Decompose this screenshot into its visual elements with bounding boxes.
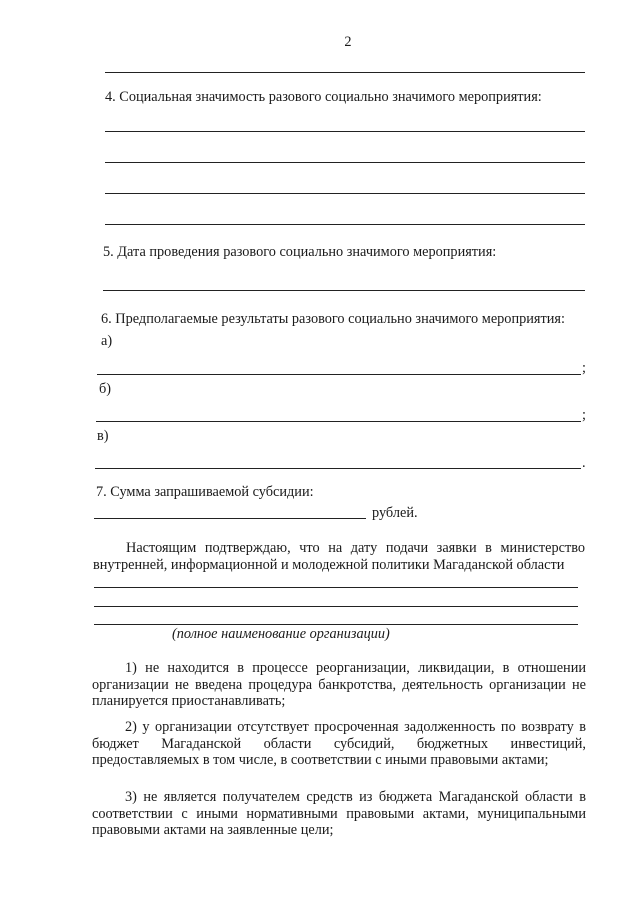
confirmation-paragraph — [93, 540, 585, 573]
condition-1-text: 1) не находится в процессе реорганизации, ликвидации, в отношении организации не введена процедура банкротства, деятельность организации не планируется приостанавливать; — [92, 660, 586, 709]
confirmation-line-1: Настоящим подтверждаю, что на дату подачи заявки в министерство — [126, 540, 585, 556]
fill-line[interactable] — [105, 193, 585, 194]
condition-1 — [92, 660, 586, 710]
sum-fill-line[interactable] — [94, 518, 366, 519]
condition-3 — [92, 789, 586, 839]
fill-line[interactable] — [103, 290, 585, 291]
fill-line[interactable] — [105, 131, 585, 132]
condition-2-text: 2) у организации отсутствует просроченная задолженность по возврату в бюджет Магаданской области субсидий, бюджетных инвестиций, предоставляемых в том числе, в соответствии с иными правовыми актами; — [92, 719, 586, 768]
org-name-line[interactable] — [94, 587, 578, 588]
fill-line-a[interactable] — [97, 374, 581, 375]
org-name-line[interactable] — [94, 606, 578, 607]
currency-unit: рублей. — [372, 505, 418, 521]
condition-2 — [92, 719, 586, 769]
section-5-title: 5. Дата проведения разового социально значимого мероприятия: — [103, 244, 497, 260]
fill-line[interactable] — [105, 162, 585, 163]
confirmation-line-2: внутренней, информационной и молодежной политики Магаданской области — [93, 556, 565, 573]
fill-line-c[interactable] — [95, 468, 581, 469]
section-7-title: 7. Сумма запрашиваемой субсидии: — [96, 484, 314, 500]
item-label-a: а) — [101, 333, 113, 349]
fill-line[interactable] — [105, 72, 585, 73]
section-6-title: 6. Предполагаемые результаты разового социально значимого мероприятия: — [101, 311, 565, 327]
page-number: 2 — [344, 34, 352, 50]
org-name-line[interactable] — [94, 624, 578, 625]
fill-line-b[interactable] — [96, 421, 581, 422]
item-label-b: б) — [99, 381, 112, 397]
fill-line[interactable] — [105, 224, 585, 225]
item-label-c: в) — [97, 428, 109, 444]
section-4-title: 4. Социальная значимость разового социально значимого мероприятия: — [105, 89, 542, 105]
item-end-a: ; — [582, 360, 586, 376]
item-end-c: . — [582, 455, 586, 471]
item-end-b: ; — [582, 407, 586, 423]
condition-3-text: 3) не является получателем средств из бюджета Магаданской области в соответствии с иными нормативными правовыми актами, муниципальными правовыми актами на заявленные цели; — [92, 789, 586, 838]
org-name-caption: (полное наименование организации) — [172, 626, 390, 642]
